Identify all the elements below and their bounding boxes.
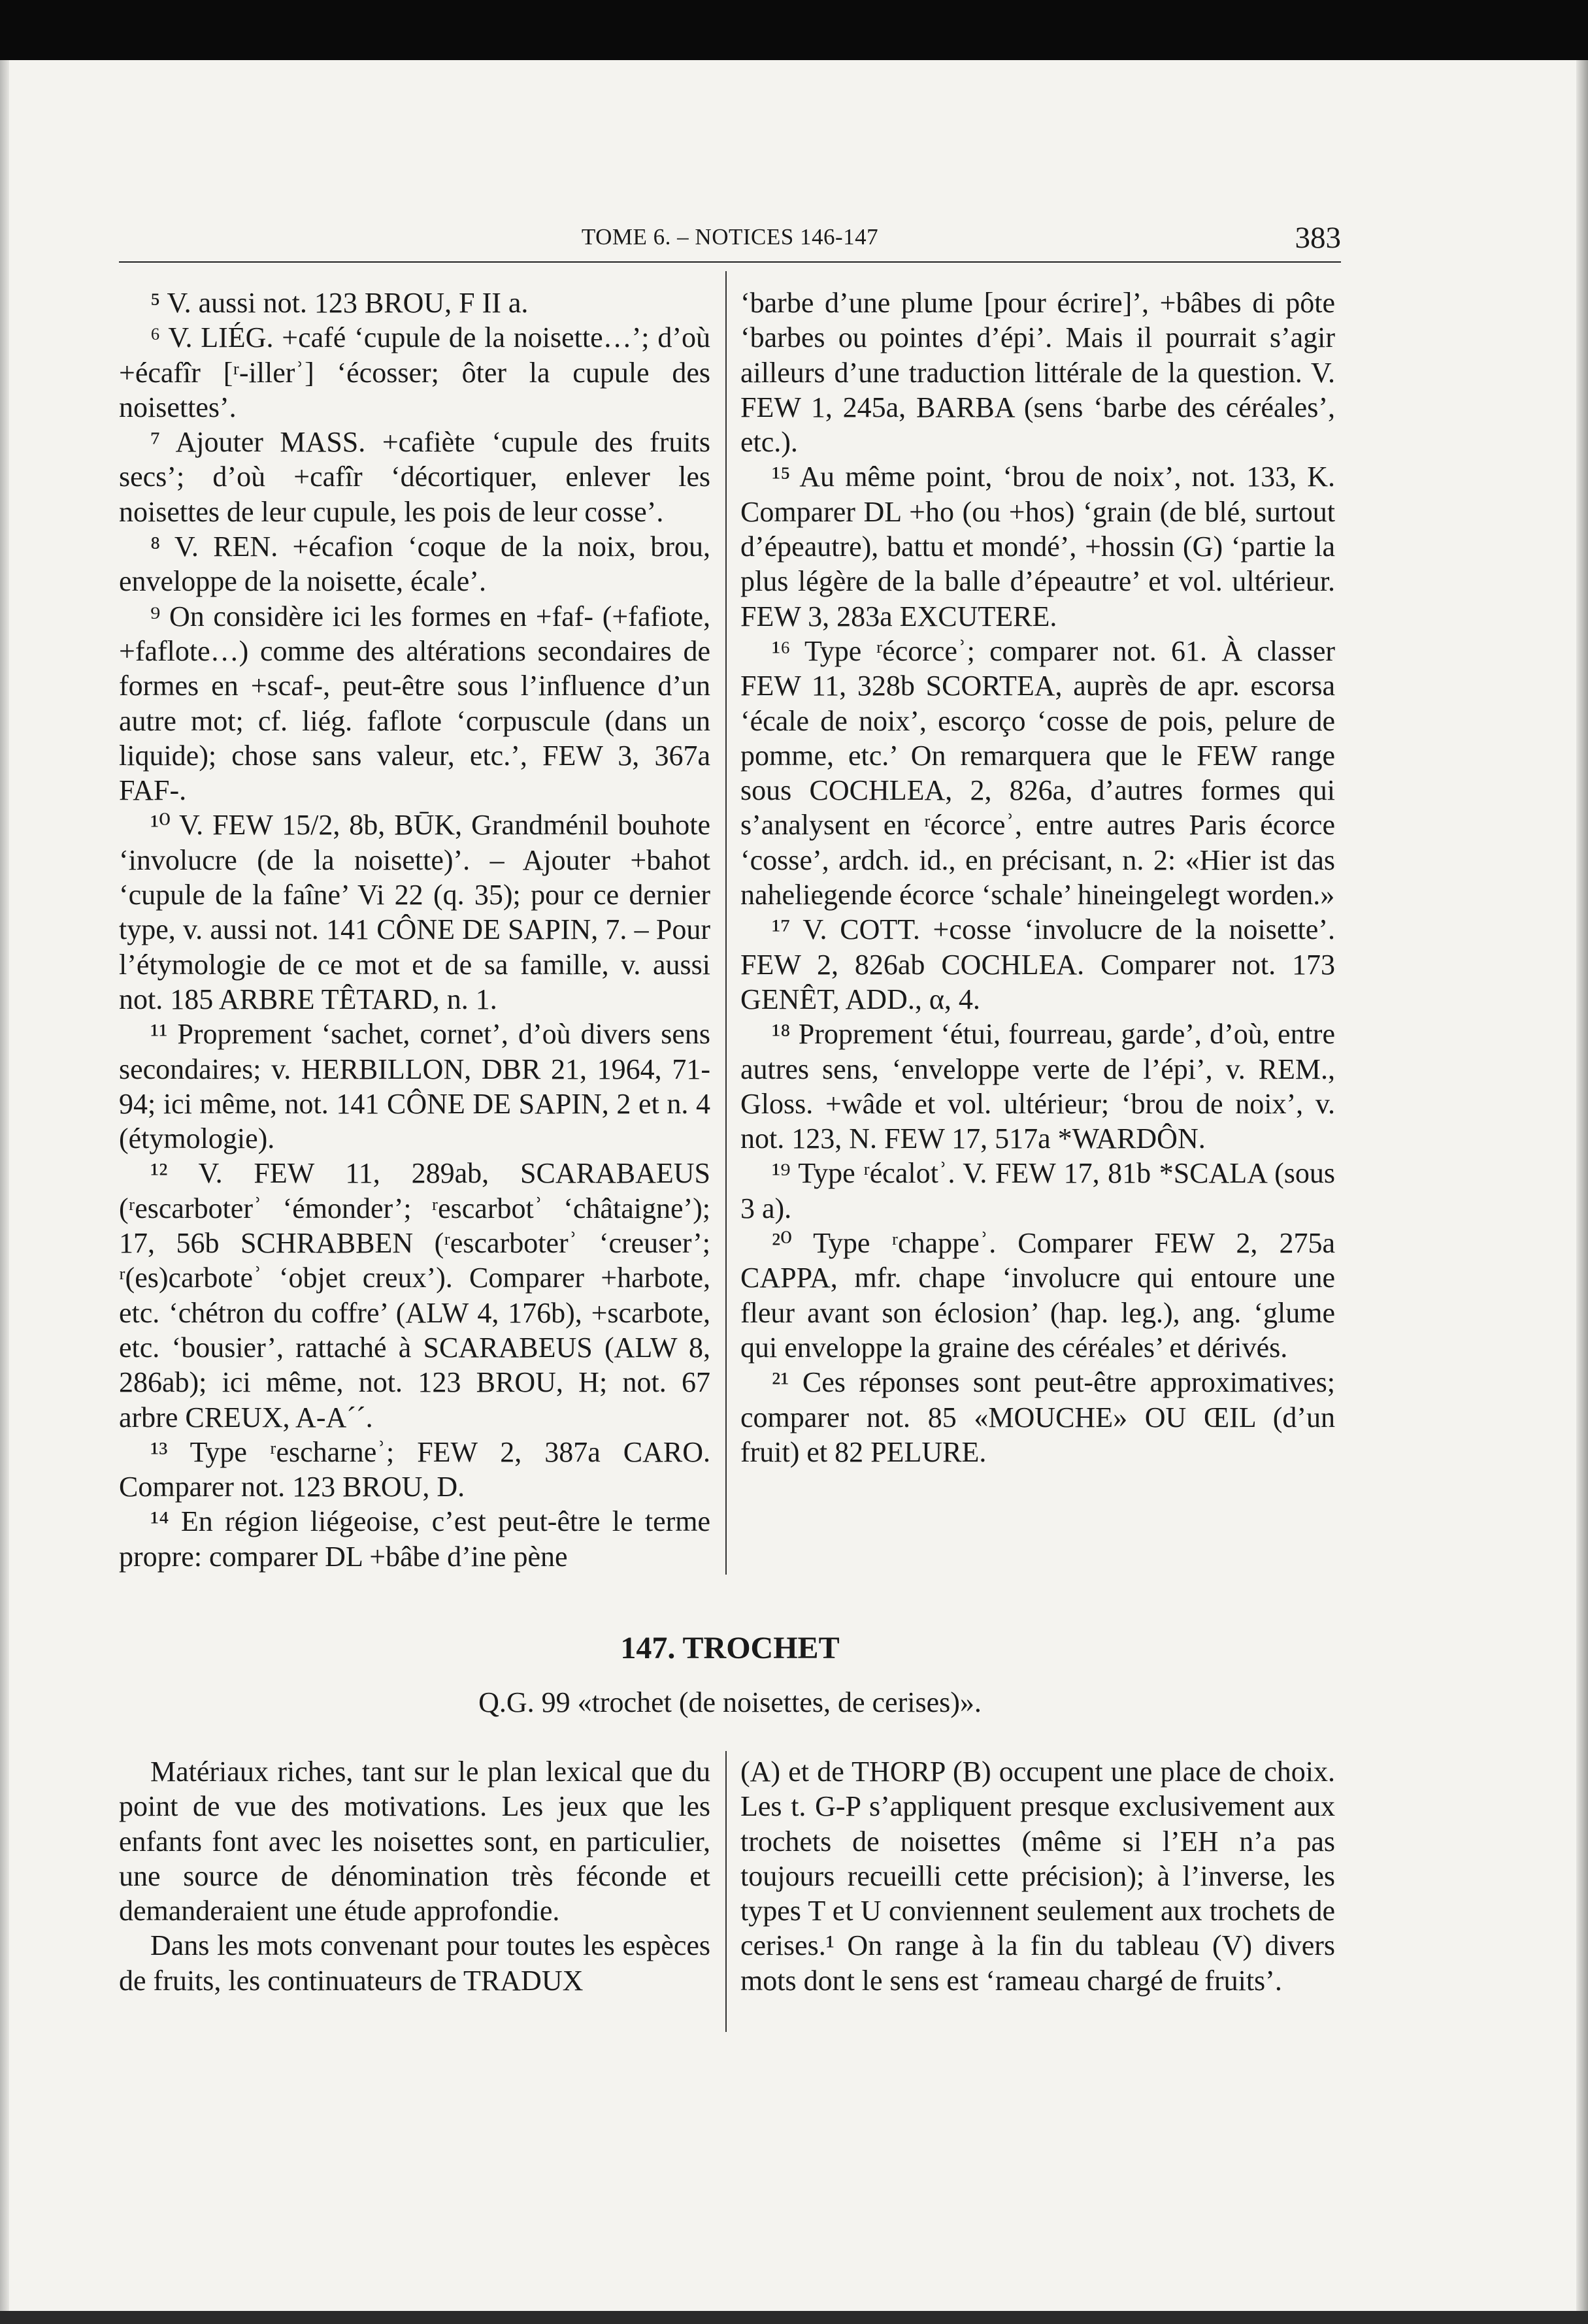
footnote: ⁶ V. LIÉG. +café ‘cupule de la noisette…’; d’où +écafîr [ʳ-illerʾ] ‘écosser; ôter la cupule des noisettes’. [119,321,710,423]
scan-top-border [0,0,1588,60]
scan-bottom-border [0,2311,1588,2324]
paragraph: Dans les mots convenant pour toutes les espèces de fruits, les continuateurs de TRADUX [119,1929,710,1997]
section-title: 147. TROCHET [620,1631,840,1665]
footnote: ²¹ Ces réponses sont peut-être approximatives; comparer not. 85 «MOUCHE» OU ŒIL (d’un fruit) et 82 PELURE. [740,1366,1335,1468]
footnotes-right-column [740,286,1335,1469]
paragraph: (A) et de THORP (B) occupent une place de choix. Les t. G-P s’appliquent presque exclusivement aux trochets de noisettes (même si l’EH n’a pas toujours recueilli cette précision); à l’inverse, les types T et U conviennent seulement aux trochets de cerises.¹ On range à la fin du tableau (V) divers mots dont le sens est ‘rameau chargé de fruits’. [740,1756,1335,1997]
page-number: 383 [1295,221,1341,255]
footnote: ²⁰ Type ʳchappeʾ. Comparer FEW 2, 275a CAPPA, mfr. chape ‘involucre qui entoure une fleur avant son éclosion’ (hap. leg.), ang. ‘glume qui enveloppe la graine des céréales’ et dérivés. [740,1227,1335,1364]
footnote: ⁵ V. aussi not. 123 BROU, F II a. [150,287,529,319]
section-subtitle: Q.G. 99 «trochet (de noisettes, de cerises)». [478,1686,982,1718]
body-left-column [119,1754,710,1998]
footnote: ¹³ Type ʳescharneʾ; FEW 2, 387a CARO. Comparer not. 123 BROU, D. [119,1435,710,1503]
footnote: ⁷ Ajouter MASS. +cafiète ‘cupule des fruits secs’; d’où +cafîr ‘décortiquer, enlever les noisettes de leur cupule, les pois de leur cosse’. [119,426,710,528]
footnote: ⁹ On considère ici les formes en +faf- (+fafiote, +faflote…) comme des altérations secondaires de formes en +scaf-, peut-être sous l’influence d’un autre mot; cf. liég. faflote ‘corpuscule (dans un liquide); chose sans valeur, etc.’, FEW 3, 367a FAF-. [119,600,710,807]
scan-left-edge [0,60,9,2311]
footnote: ¹⁶ Type ʳécorceʾ; comparer not. 61. À classer FEW 11, 328b SCORTEA, auprès de apr. escorsa ‘écale de noix’, escorço ‘cosse de pois, pelure de pomme, etc.’ On remarquera que le FEW range sous COCHLEA, 2, 826a, d’autres formes qui s’analysent en ʳécorceʾ, entre autres Paris écorce ‘cosse’, ardch. id., en précisant, n. 2: «Hier ist das naheliegende écorce ‘schale’ hineingelegt worden.» [740,634,1335,911]
header-rule [119,261,1341,263]
footnotes-left-column [119,286,710,1574]
footnote: ¹⁸ Proprement ‘étui, fourreau, garde’, d’où, entre autres sens, ‘enveloppe verte de l’épi’, v. REM., Gloss. +wâde et vol. ultérieur; ‘brou de noix’, v. not. 123, N. FEW 17, 517a *WARDÔN. [740,1018,1335,1155]
column-divider [725,271,727,1575]
running-header [119,219,1341,265]
footnote: ¹⁷ V. COTT. +cosse ‘involucre de la noisette’. FEW 2, 826ab COCHLEA. Comparer not. 173 GENÊT, ADD., α, 4. [740,913,1335,1015]
footnote: ¹⁹ Type ʳécalotʾ. V. FEW 17, 81b *SCALA (sous 3 a). [740,1157,1335,1224]
running-title: TOME 6. – NOTICES 146-147 [581,224,879,250]
footnote: ⁸ V. REN. +écafion ‘coque de la noix, brou, enveloppe de la noisette, écale’. [119,531,710,598]
scan-right-edge [1576,60,1588,2311]
footnote-continuation: ‘barbe d’une plume [pour écrire]’, +bâbes di pôte ‘barbes ou pointes d’épi’. Mais il pourrait s’agir ailleurs d’une traduction littérale de la question. V. FEW 1, 245a, BARBA (sens ‘barbe des céréales’, etc.). [740,287,1335,459]
footnote: ¹¹ Proprement ‘sachet, cornet’, d’où divers sens secondaires; v. HERBILLON, DBR 21, 1964, 71-94; ici même, not. 141 CÔNE DE SAPIN, 2 et n. 4 (étymologie). [119,1018,710,1155]
footnote: ¹⁵ Au même point, ‘brou de noix’, not. 133, K. Comparer DL +ho (ou +hos) ‘grain (de blé, surtout d’épeautre), battu et mondé’, +hossin (G) ‘partie la plus légère de la balle d’épeautre’ et vol. ultérieur. FEW 3, 283a EXCUTERE. [740,461,1335,632]
paragraph: Matériaux riches, tant sur le plan lexical que du point de vue des motivations. Les jeux que les enfants font avec les noisettes sont, en particulier, une source de dénomination très féconde et demanderaient une étude approfondie. [119,1756,710,1927]
footnote: ¹⁰ V. FEW 15/2, 8b, BŪK, Grandménil bouhote ‘involucre (de la noisette)’. – Ajouter +bahot ‘cupule de la faîne’ Vi 22 (q. 35); pour ce dernier type, v. aussi not. 141 CÔNE DE SAPIN, 7. – Pour l’étymologie de ce mot et de sa famille, v. aussi not. 185 ARBRE TÊTARD, n. 1. [119,809,710,1015]
body-right-column [740,1754,1335,1998]
footnote: ¹⁴ En région liégeoise, c’est peut-être le terme propre: comparer DL +bâbe d’ine pène [119,1505,710,1573]
column-divider-body [725,1751,727,2032]
footnote: ¹² V. FEW 11, 289ab, SCARABAEUS (ʳescarboterʾ ‘émonder’; ʳescarbotʾ ‘châtaigne’); 17, 56b SCHRABBEN (ʳescarboterʾ ‘creuser’; ʳ(es)carboteʾ ‘objet creux’). Comparer +harbote, etc. ‘chétron du coffre’ (ALW 4, 176b), +scarbote, etc. ‘bousier’, rattaché à SCARABEUS (ALW 8, 286ab); ici même, not. 123 BROU, H; not. 67 arbre CREUX, A-A´´. [119,1157,710,1433]
